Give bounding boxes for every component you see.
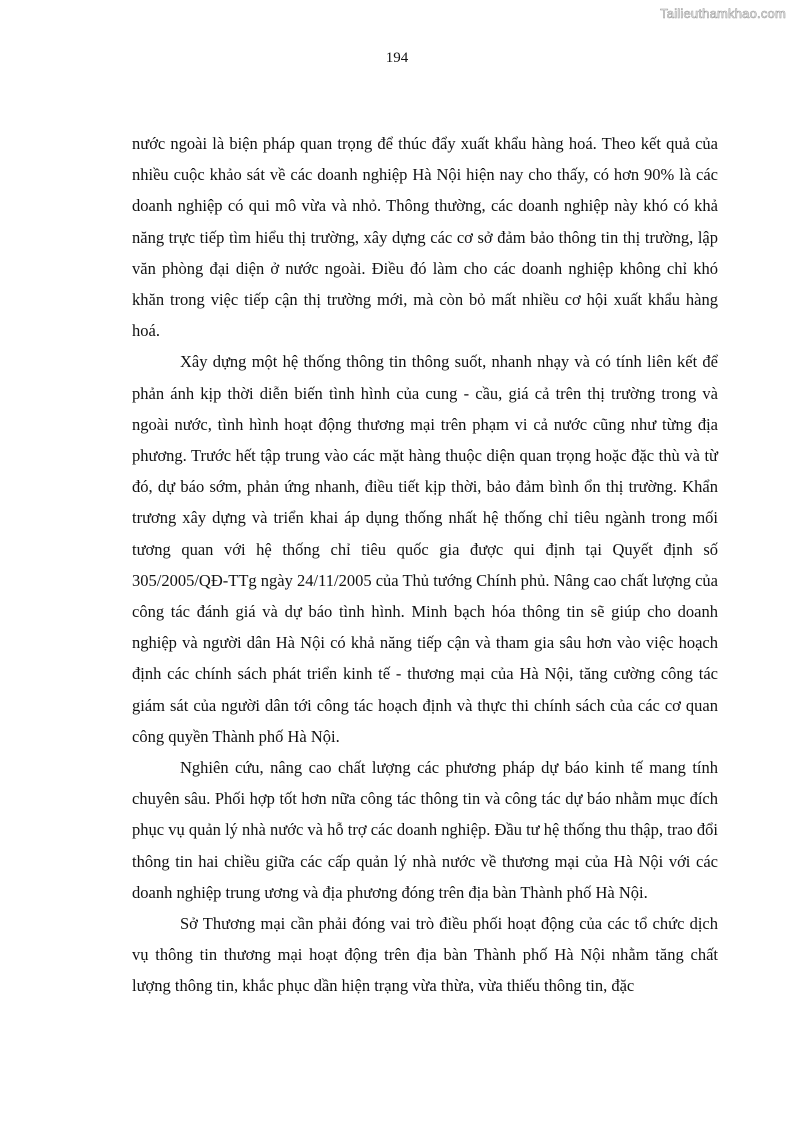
page-number: 194 [385,50,409,66]
paragraph-2: Xây dựng một hệ thống thông tin thông suốt, nhanh nhạy và có tính liên kết để phản ánh kịp thời diễn biến tình hình của cung - cầu, giá cả trên thị trường trong và ngoài nước, tình hình hoạt động thương mại trên phạm vi cả nước cũng như từng địa phương. Trước hết tập trung vào các mặt hàng thuộc diện quan trọng hoặc đặc thù và từ đó, dự báo sớm, phản ứng nhanh, điều tiết kịp thời, bảo đảm bình ổn thị trường. Khẩn trương xây dựng và triển khai áp dụng thống nhất hệ thống chỉ tiêu ngành trong mối tương quan với hệ thống chỉ tiêu quốc gia được qui định tại Quyết định số 305/2005/QĐ-TTg ngày 24/11/2005 của Thủ tướng Chính phủ. Nâng cao chất lượng của công tác đánh giá và dự báo tình hình. Minh bạch hóa thông tin sẽ giúp cho doanh nghiệp và người dân Hà Nội có khả năng tiếp cận và tham gia sâu hơn vào việc hoạch định các chính sách phát triển kinh tế - thương mại của Hà Nội, tăng cường công tác giám sát của người dân tới công tác hoạch định và thực thi chính sách của các cơ quan công quyền Thành phố Hà Nội. [132,352,718,746]
document-body [132,128,718,1002]
paragraph-4: Sở Thương mại cần phải đóng vai trò điều phối hoạt động của các tổ chức dịch vụ thông tin thương mại hoạt động trên địa bàn Thành phố Hà Nội nhằm tăng chất lượng thông tin, khắc phục dần hiện trạng vừa thừa, vừa thiếu thông tin, đặc [132,914,718,996]
paragraph-1: nước ngoài là biện pháp quan trọng để thúc đẩy xuất khẩu hàng hoá. Theo kết quả của nhiều cuộc khảo sát về các doanh nghiệp Hà Nội hiện nay cho thấy, có hơn 90% là các doanh nghiệp có qui mô vừa và nhỏ. Thông thường, các doanh nghiệp này khó có khả năng trực tiếp tìm hiểu thị trường, xây dựng các cơ sở đảm bảo thông tin thị trường, lập văn phòng đại diện ở nước ngoài. Điều đó làm cho các doanh nghiệp không chỉ khó khăn trong việc tiếp cận thị trường mới, mà còn bỏ mất nhiều cơ hội xuất khẩu hàng hoá. [132,134,718,341]
watermark-text: Tailieuthamkhao.com [660,6,786,21]
paragraph-3: Nghiên cứu, nâng cao chất lượng các phương pháp dự báo kinh tế mang tính chuyên sâu. Phối hợp tốt hơn nữa công tác thông tin và công tác dự báo nhằm mục đích phục vụ quản lý nhà nước và hỗ trợ các doanh nghiệp. Đầu tư hệ thống thu thập, trao đổi thông tin hai chiều giữa các cấp quản lý nhà nước về thương mại của Hà Nội với các doanh nghiệp trung ương và địa phương đóng trên địa bàn Thành phố Hà Nội. [132,758,718,902]
